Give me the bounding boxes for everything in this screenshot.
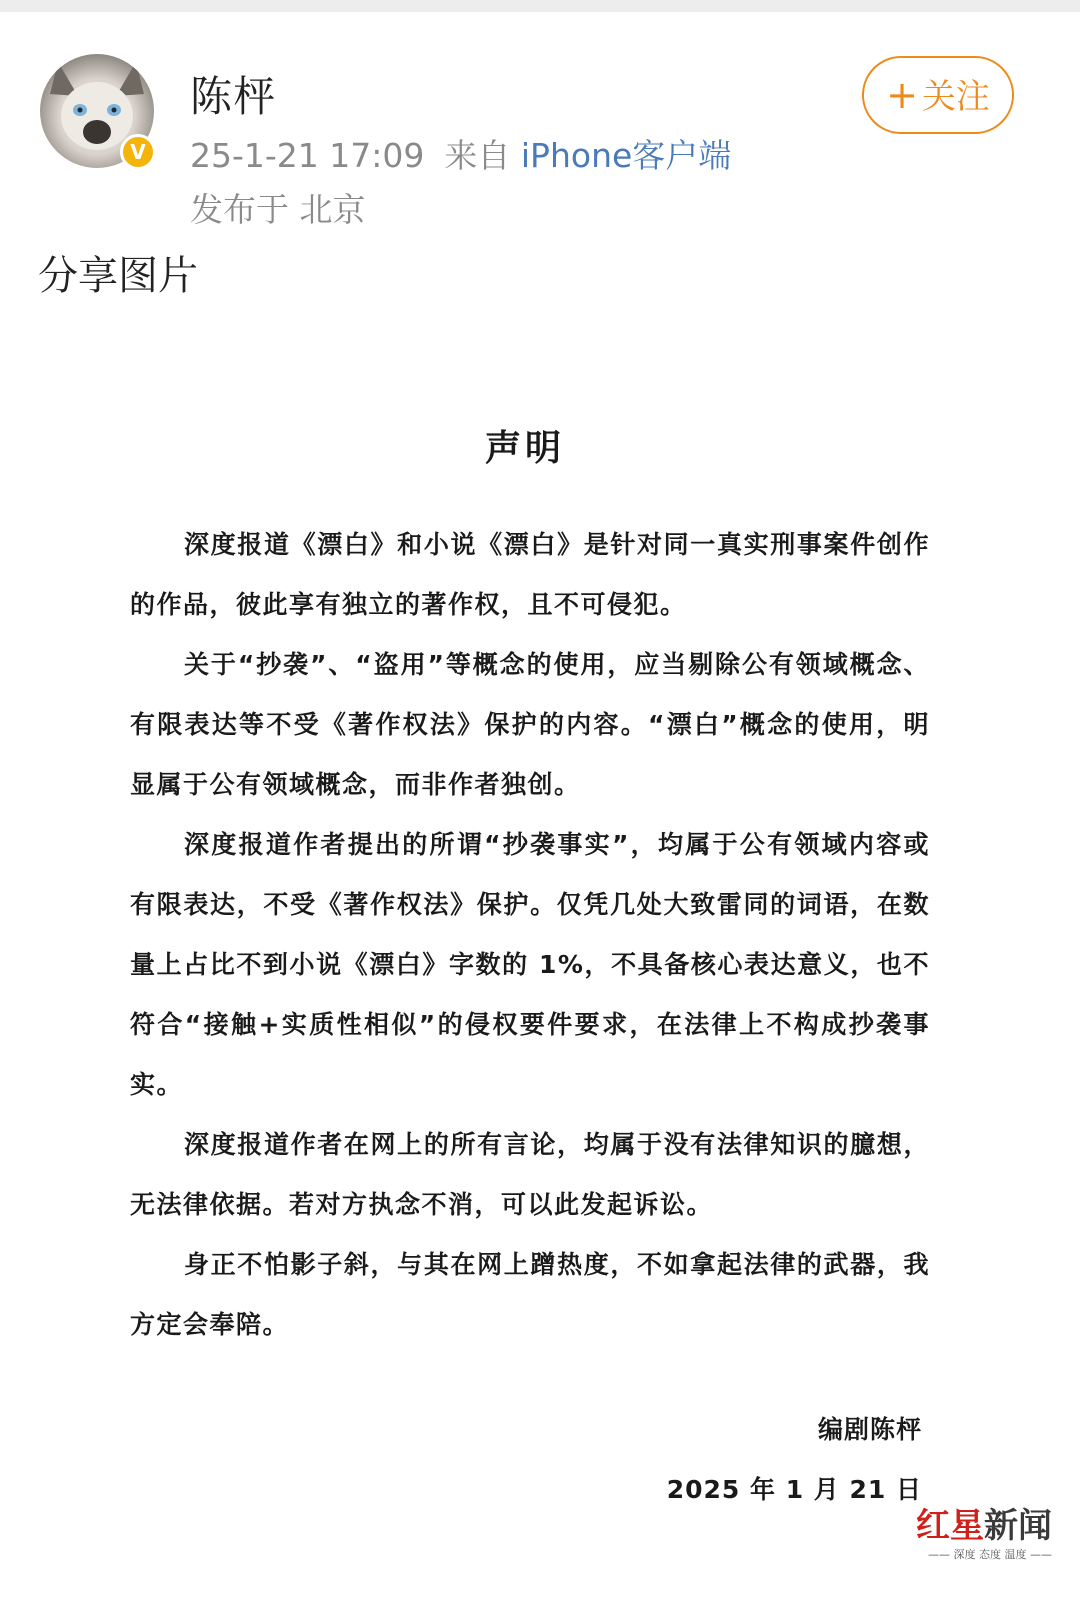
post-header bbox=[0, 12, 1080, 232]
statement-image[interactable] bbox=[0, 330, 1080, 1611]
watermark-slogan: —— 深度 态度 温度 —— bbox=[928, 1548, 1052, 1561]
verified-badge-icon: V bbox=[120, 134, 156, 170]
author-name[interactable]: 陈枰 bbox=[190, 72, 277, 121]
post-text: 分享图片 bbox=[38, 253, 198, 299]
author-avatar[interactable] bbox=[40, 54, 154, 168]
watermark-logo bbox=[916, 1498, 1052, 1547]
post-location: 发布于 北京 bbox=[190, 190, 366, 229]
source-link[interactable]: iPhone客户端 bbox=[520, 136, 732, 175]
statement-paragraph: 深度报道作者提出的所谓“抄袭事实”，均属于公有领域内容或有限表达，不受《著作权法》保护。仅凭几处大致雷同的词语，在数量上占比不到小说《漂白》字数的 1%，不具备核心表达意义，也不符合“接触+实质性相似”的侵权要件要求，在法律上不构成抄袭事实。 bbox=[130, 830, 930, 1099]
watermark-brand-red: 红星 bbox=[916, 1506, 984, 1546]
statement-signature: 编剧陈枰 bbox=[817, 1415, 922, 1444]
follow-label: 关注 bbox=[921, 77, 990, 117]
follow-button[interactable] bbox=[862, 56, 1014, 134]
statement-date: 2025 年 1 月 21 日 bbox=[666, 1475, 922, 1504]
top-divider bbox=[0, 0, 1080, 12]
statement-paragraph: 身正不怕影子斜，与其在网上蹭热度，不如拿起法律的武器，我方定会奉陪。 bbox=[130, 1250, 930, 1339]
plus-icon: + bbox=[886, 73, 918, 117]
post-meta bbox=[190, 130, 731, 177]
news-watermark bbox=[916, 1498, 1066, 1608]
statement-paragraph: 深度报道《漂白》和小说《漂白》是针对同一真实刑事案件创作的作品，彼此享有独立的著作权，且不可侵犯。 bbox=[130, 530, 930, 619]
statement-paragraph: 深度报道作者在网上的所有言论，均属于没有法律知识的臆想，无法律依据。若对方执念不消，可以此发起诉讼。 bbox=[130, 1130, 930, 1219]
watermark-brand-dark: 新闻 bbox=[984, 1506, 1052, 1546]
post-timestamp: 25-1-21 17:09 bbox=[190, 136, 425, 175]
statement-paragraph: 关于“抄袭”、“盗用”等概念的使用，应当剔除公有领域概念、有限表达等不受《著作权法》保护的内容。“漂白”概念的使用，明显属于公有领域概念，而非作者独创。 bbox=[130, 650, 930, 799]
statement-title: 声明 bbox=[484, 428, 565, 469]
source-prefix: 来自 bbox=[444, 136, 511, 175]
